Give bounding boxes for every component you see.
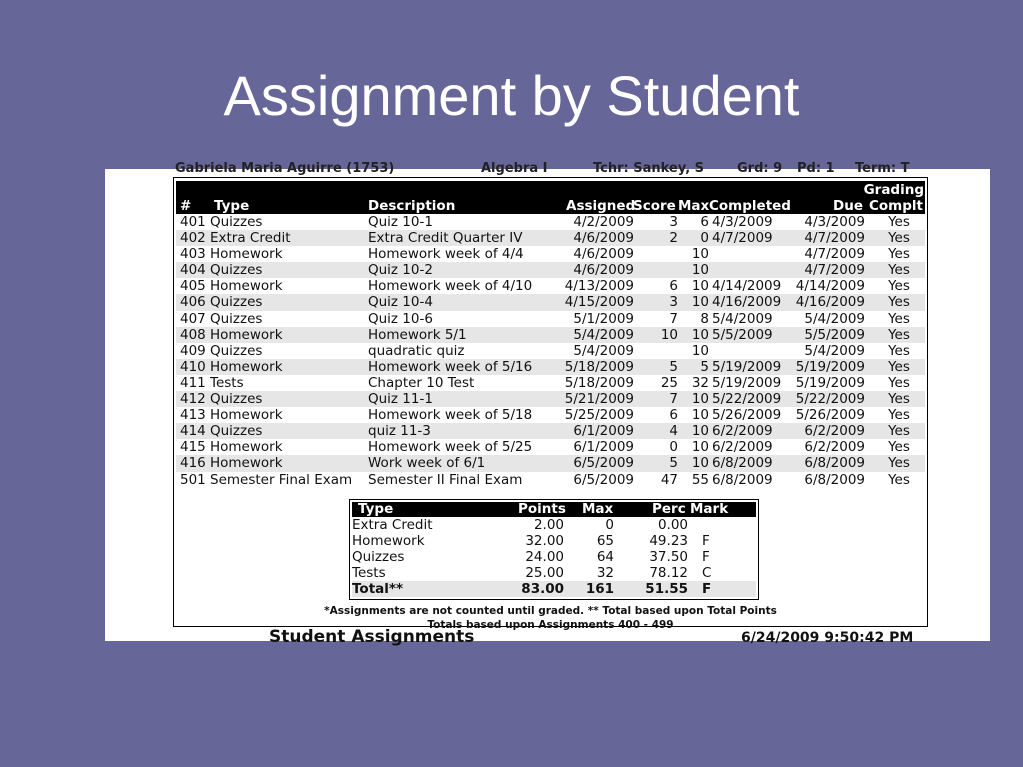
cell-description: Work week of 6/1 <box>368 455 486 472</box>
summary-row <box>352 517 756 533</box>
cell-score: 3 <box>669 214 678 230</box>
period: Pd: 1 <box>797 161 835 176</box>
summary-col-perc: Perc <box>652 501 686 517</box>
cell-due: 5/4/2009 <box>804 310 865 327</box>
summary-cell-perc: 37.50 <box>649 549 688 565</box>
cell-assigned: 4/2/2009 <box>573 214 634 230</box>
table-row <box>176 327 925 343</box>
cell-due: 6/8/2009 <box>804 471 865 488</box>
cell-num: 412 <box>180 391 206 408</box>
summary-row <box>352 565 756 581</box>
cell-description: Quiz 11-1 <box>368 391 433 408</box>
cell-type: Homework <box>210 358 283 375</box>
cell-description: Homework week of 4/10 <box>368 278 533 295</box>
cell-assigned: 5/25/2009 <box>564 407 634 424</box>
cell-complt: Yes <box>888 214 910 230</box>
cell-num: 413 <box>180 407 206 424</box>
summary-body <box>352 517 756 597</box>
cell-max: 10 <box>691 455 709 472</box>
cell-num: 406 <box>180 294 206 311</box>
cell-type: Extra Credit <box>210 230 291 247</box>
cell-complt: Yes <box>888 326 910 343</box>
cell-complt: Yes <box>888 310 910 327</box>
cell-num: 416 <box>180 455 206 472</box>
summary-cell-type: Tests <box>352 565 386 581</box>
cell-complt: Yes <box>888 262 910 279</box>
cell-max: 10 <box>691 246 709 263</box>
cell-assigned: 6/1/2009 <box>573 423 634 440</box>
table-row <box>176 343 925 359</box>
cell-type: Quizzes <box>210 262 263 279</box>
cell-num: 414 <box>180 423 206 440</box>
cell-type: Quizzes <box>210 423 263 440</box>
summary-cell-max: 0 <box>605 517 614 533</box>
cell-due: 4/7/2009 <box>804 262 865 279</box>
summary-cell-max: 64 <box>596 549 614 565</box>
col-due: Due <box>833 198 863 214</box>
note-graded: *Assignments are not counted until graded. ** Total based upon Total Points <box>324 605 777 617</box>
cell-num: 405 <box>180 278 206 295</box>
cell-complt: Yes <box>888 342 910 359</box>
cell-max: 6 <box>700 214 709 230</box>
cell-description: Homework week of 5/16 <box>368 358 533 375</box>
cell-completed: 6/2/2009 <box>712 439 773 456</box>
cell-type: Homework <box>210 407 283 424</box>
cell-complt: Yes <box>888 294 910 311</box>
cell-max: 10 <box>691 326 709 343</box>
cell-due: 5/26/2009 <box>795 407 865 424</box>
cell-score: 4 <box>669 423 678 440</box>
cell-num: 409 <box>180 342 206 359</box>
teacher-name: Tchr: Sankey, S <box>593 161 705 176</box>
col-num: # <box>180 198 192 214</box>
summary-cell-points: 32.00 <box>525 533 564 549</box>
summary-cell-type: Homework <box>352 533 425 549</box>
col-completed: Completed <box>709 198 791 214</box>
cell-description: quadratic quiz <box>368 342 465 359</box>
cell-assigned: 6/5/2009 <box>573 471 634 488</box>
summary-col-max: Max <box>582 501 614 517</box>
cell-max: 10 <box>691 262 709 279</box>
cell-max: 10 <box>691 391 709 408</box>
cell-assigned: 6/1/2009 <box>573 439 634 456</box>
cell-assigned: 5/18/2009 <box>564 358 634 375</box>
cell-type: Homework <box>210 439 283 456</box>
cell-description: Quiz 10-6 <box>368 310 433 327</box>
table-body <box>176 214 925 488</box>
cell-type: Homework <box>210 246 283 263</box>
cell-description: Chapter 10 Test <box>368 374 475 391</box>
summary-cell-points: 83.00 <box>521 581 564 597</box>
term: Term: T <box>855 161 910 176</box>
cell-due: 5/19/2009 <box>795 374 865 391</box>
cell-max: 10 <box>691 278 709 295</box>
slide-title: Assignment by Student <box>223 64 800 127</box>
cell-complt: Yes <box>888 246 910 263</box>
cell-score: 7 <box>669 310 678 327</box>
cell-num: 401 <box>180 214 206 230</box>
summary-table <box>349 499 759 600</box>
summary-cell-points: 2.00 <box>533 517 564 533</box>
summary-cell-points: 25.00 <box>525 565 564 581</box>
table-row <box>176 472 925 488</box>
assignments-table <box>176 181 925 488</box>
summary-col-type: Type <box>358 501 394 517</box>
cell-score: 3 <box>669 294 678 311</box>
note-totals: Totals based upon Assignments 400 - 499 <box>427 619 674 631</box>
table-row <box>176 230 925 246</box>
summary-cell-mark: F <box>702 533 710 549</box>
cell-score: 6 <box>669 278 678 295</box>
summary-cell-max: 161 <box>585 581 614 597</box>
summary-cell-type: Quizzes <box>352 549 405 565</box>
summary-cell-max: 32 <box>596 565 614 581</box>
cell-description: Homework week of 4/4 <box>368 246 524 263</box>
table-row <box>176 375 925 391</box>
cell-completed: 4/7/2009 <box>712 230 773 247</box>
cell-type: Quizzes <box>210 214 263 230</box>
cell-type: Homework <box>210 278 283 295</box>
cell-num: 415 <box>180 439 206 456</box>
cell-score: 6 <box>669 407 678 424</box>
summary-col-mark: Mark <box>690 501 729 517</box>
cell-complt: Yes <box>888 423 910 440</box>
cell-assigned: 5/4/2009 <box>573 342 634 359</box>
col-type: Type <box>214 198 250 214</box>
table-row <box>176 391 925 407</box>
cell-num: 403 <box>180 246 206 263</box>
cell-description: Homework week of 5/25 <box>368 439 533 456</box>
cell-completed: 5/19/2009 <box>712 358 782 375</box>
table-row <box>176 407 925 423</box>
cell-score: 7 <box>669 391 678 408</box>
cell-complt: Yes <box>888 230 910 247</box>
col-complt: Complt <box>869 198 923 214</box>
cell-score: 25 <box>660 374 678 391</box>
cell-num: 410 <box>180 358 206 375</box>
cell-due: 5/22/2009 <box>795 391 865 408</box>
table-row <box>176 262 925 278</box>
cell-type: Quizzes <box>210 342 263 359</box>
student-header <box>175 161 928 177</box>
cell-description: Extra Credit Quarter IV <box>368 230 523 247</box>
cell-max: 8 <box>700 310 709 327</box>
cell-completed: 4/3/2009 <box>712 214 773 230</box>
summary-cell-points: 24.00 <box>525 549 564 565</box>
report-image <box>105 161 990 647</box>
cell-type: Quizzes <box>210 310 263 327</box>
cell-completed: 6/8/2009 <box>712 471 773 488</box>
cell-description: Homework week of 5/18 <box>368 407 533 424</box>
cell-assigned: 4/6/2009 <box>573 246 634 263</box>
cell-type: Quizzes <box>210 294 263 311</box>
table-header <box>176 181 925 214</box>
cell-completed: 5/26/2009 <box>712 407 782 424</box>
grade-level: Grd: 9 <box>737 161 783 176</box>
cell-description: Quiz 10-4 <box>368 294 433 311</box>
summary-cell-perc: 0.00 <box>657 517 688 533</box>
col-score: Score <box>633 198 676 214</box>
cell-score: 5 <box>669 358 678 375</box>
summary-col-points: Points <box>518 501 566 517</box>
cell-description: Homework 5/1 <box>368 326 467 343</box>
cell-assigned: 6/5/2009 <box>573 455 634 472</box>
col-grading: Grading <box>863 182 924 198</box>
cell-type: Semester Final Exam <box>210 471 353 488</box>
summary-row <box>352 533 756 549</box>
cell-max: 10 <box>691 294 709 311</box>
cell-complt: Yes <box>888 439 910 456</box>
cell-completed: 6/2/2009 <box>712 423 773 440</box>
cell-due: 4/14/2009 <box>795 278 865 295</box>
cell-max: 10 <box>691 342 709 359</box>
cell-assigned: 4/6/2009 <box>573 262 634 279</box>
cell-score: 5 <box>669 455 678 472</box>
cell-due: 6/8/2009 <box>804 455 865 472</box>
cell-description: Quiz 10-2 <box>368 262 433 279</box>
table-row <box>176 214 925 230</box>
report-frame <box>173 177 928 631</box>
summary-cell-perc: 49.23 <box>649 533 688 549</box>
cell-max: 32 <box>691 374 709 391</box>
footer-timestamp: 6/24/2009 9:50:42 PM <box>741 630 914 646</box>
cell-max: 10 <box>691 439 709 456</box>
cell-due: 5/19/2009 <box>795 358 865 375</box>
cell-num: 402 <box>180 230 206 247</box>
cell-due: 5/4/2009 <box>804 342 865 359</box>
cell-max: 10 <box>691 423 709 440</box>
cell-assigned: 4/6/2009 <box>573 230 634 247</box>
summary-cell-type: Total** <box>352 581 404 597</box>
cell-max: 5 <box>700 358 709 375</box>
cell-complt: Yes <box>888 455 910 472</box>
summary-header <box>352 502 756 517</box>
cell-type: Homework <box>210 455 283 472</box>
col-max: Max <box>678 198 710 214</box>
cell-completed: 5/19/2009 <box>712 374 782 391</box>
cell-completed: 5/4/2009 <box>712 310 773 327</box>
cell-type: Homework <box>210 326 283 343</box>
summary-cell-perc: 78.12 <box>649 565 688 581</box>
cell-assigned: 5/21/2009 <box>564 391 634 408</box>
cell-complt: Yes <box>888 471 910 488</box>
cell-due: 4/7/2009 <box>804 246 865 263</box>
cell-type: Quizzes <box>210 391 263 408</box>
cell-due: 6/2/2009 <box>804 439 865 456</box>
cell-due: 5/5/2009 <box>804 326 865 343</box>
table-row <box>176 311 925 327</box>
summary-row <box>352 549 756 565</box>
cell-due: 4/7/2009 <box>804 230 865 247</box>
cell-description: Quiz 10-1 <box>368 214 433 230</box>
table-row <box>176 278 925 294</box>
cell-complt: Yes <box>888 278 910 295</box>
cell-due: 4/3/2009 <box>804 214 865 230</box>
table-row <box>176 423 925 439</box>
summary-cell-perc: 51.55 <box>645 581 688 597</box>
table-row <box>176 359 925 375</box>
cell-due: 6/2/2009 <box>804 423 865 440</box>
cell-assigned: 5/18/2009 <box>564 374 634 391</box>
table-row <box>176 246 925 262</box>
cell-completed: 5/5/2009 <box>712 326 773 343</box>
cell-assigned: 4/13/2009 <box>564 278 634 295</box>
cell-num: 407 <box>180 310 206 327</box>
cell-complt: Yes <box>888 407 910 424</box>
footer-title: Student Assignments <box>269 627 475 647</box>
cell-max: 0 <box>700 230 709 247</box>
col-assigned: Assigned <box>566 198 636 214</box>
cell-complt: Yes <box>888 358 910 375</box>
cell-score: 10 <box>660 326 678 343</box>
cell-due: 4/16/2009 <box>795 294 865 311</box>
col-description: Description <box>368 198 456 214</box>
cell-assigned: 5/1/2009 <box>573 310 634 327</box>
cell-score: 0 <box>669 439 678 456</box>
student-name: Gabriela Maria Aguirre (1753) <box>175 161 395 176</box>
cell-num: 411 <box>180 374 206 391</box>
table-row <box>176 439 925 455</box>
cell-completed: 4/14/2009 <box>712 278 782 295</box>
summary-cell-mark: F <box>702 549 710 565</box>
cell-type: Tests <box>210 374 244 391</box>
summary-cell-type: Extra Credit <box>352 517 433 533</box>
cell-complt: Yes <box>888 391 910 408</box>
summary-cell-mark: C <box>702 565 712 581</box>
summary-cell-mark: F <box>702 581 712 597</box>
cell-assigned: 5/4/2009 <box>573 326 634 343</box>
cell-description: Semester II Final Exam <box>368 471 523 488</box>
cell-completed: 5/22/2009 <box>712 391 782 408</box>
cell-score: 2 <box>669 230 678 247</box>
cell-max: 10 <box>691 407 709 424</box>
cell-num: 501 <box>180 471 206 488</box>
cell-assigned: 4/15/2009 <box>564 294 634 311</box>
cell-num: 408 <box>180 326 206 343</box>
cell-completed: 4/16/2009 <box>712 294 782 311</box>
table-row <box>176 455 925 471</box>
table-row <box>176 294 925 310</box>
summary-total-row <box>352 581 756 597</box>
cell-completed: 6/8/2009 <box>712 455 773 472</box>
course-name: Algebra I <box>481 161 548 176</box>
cell-num: 404 <box>180 262 206 279</box>
summary-cell-max: 65 <box>596 533 614 549</box>
cell-max: 55 <box>691 471 709 488</box>
cell-complt: Yes <box>888 374 910 391</box>
cell-score: 47 <box>660 471 678 488</box>
cell-description: quiz 11-3 <box>368 423 431 440</box>
